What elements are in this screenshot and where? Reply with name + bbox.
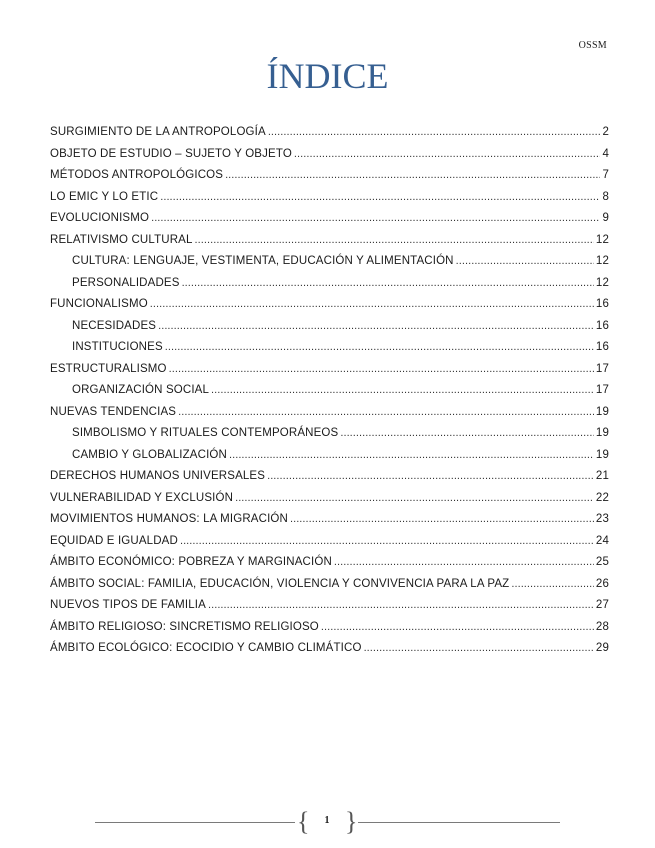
toc-entry[interactable]	[50, 122, 609, 144]
toc-entry[interactable]	[50, 165, 609, 187]
toc-entry[interactable]	[50, 574, 609, 596]
toc-entry[interactable]	[50, 531, 609, 553]
toc-entry-page-number: 7	[602, 169, 609, 181]
toc-dot-leader	[267, 466, 594, 488]
toc-entry-page-number: 16	[595, 319, 609, 332]
toc-dot-leader	[268, 122, 601, 144]
toc-dot-leader	[160, 187, 600, 209]
footer-page-number: 1	[324, 815, 330, 826]
footer-rule-left	[95, 822, 295, 823]
toc-entry-label: ESTRUCTURALISMO	[50, 362, 167, 375]
toc-entry-page-number: 4	[602, 147, 609, 160]
toc-entry-page-number: 9	[602, 212, 609, 224]
toc-entry-page-number: 29	[595, 642, 609, 654]
footer-left-brace: {	[297, 807, 310, 836]
toc-entry-page-number: 24	[595, 534, 609, 547]
page-footer	[0, 807, 655, 838]
toc-entry-page-number: 17	[595, 362, 609, 375]
footer-rule-right	[358, 822, 560, 823]
toc-entry-label: RELATIVISMO CULTURAL	[50, 233, 193, 246]
toc-entry[interactable]	[50, 466, 609, 488]
toc-entry-page-number: 12	[595, 255, 609, 267]
toc-entry[interactable]	[50, 445, 609, 467]
toc-entry[interactable]	[50, 638, 609, 660]
toc-entry-page-number: 16	[595, 298, 609, 310]
toc-entry-page-number: 19	[595, 427, 609, 439]
toc-entry-page-number: 28	[595, 620, 609, 633]
toc-dot-leader	[150, 294, 594, 316]
toc-entry-page-number: 12	[595, 276, 609, 289]
toc-entry-page-number: 27	[595, 599, 609, 611]
toc-entry-label: MÉTODOS ANTROPOLÓGICOS	[50, 169, 224, 181]
toc-entry[interactable]	[50, 595, 609, 617]
toc-entry[interactable]	[50, 617, 609, 639]
toc-entry-label: LO EMIC Y LO ETIC	[50, 190, 159, 203]
toc-entry[interactable]	[50, 144, 609, 166]
toc-entry[interactable]	[50, 230, 609, 252]
toc-entry[interactable]	[50, 273, 609, 295]
toc-dot-leader	[364, 638, 594, 660]
toc-entry[interactable]	[50, 423, 609, 445]
document-header-code: OSSM	[578, 40, 607, 51]
toc-entry-label: NUEVOS TIPOS DE FAMILIA	[50, 599, 206, 611]
toc-dot-leader	[180, 531, 594, 553]
toc-entry-label: CULTURA: LENGUAJE, VESTIMENTA, EDUCACIÓN Y ALIMENTACIÓN	[72, 255, 454, 267]
toc-entry[interactable]	[50, 488, 609, 510]
toc-entry[interactable]	[50, 337, 609, 359]
toc-entry-label: EVOLUCIONISMO	[50, 212, 150, 224]
toc-entry-label: DERECHOS HUMANOS UNIVERSALES	[50, 470, 266, 482]
toc-entry[interactable]	[50, 294, 609, 316]
toc-dot-leader	[165, 337, 594, 359]
toc-entry-page-number: 23	[595, 513, 609, 525]
toc-dot-leader	[158, 316, 594, 338]
toc-entry[interactable]	[50, 251, 609, 273]
toc-dot-leader	[511, 574, 594, 596]
toc-dot-leader	[151, 208, 600, 230]
toc-entry-label: PERSONALIDADES	[72, 276, 180, 289]
toc-dot-leader	[456, 251, 594, 273]
toc-dot-leader	[195, 230, 594, 252]
toc-entry-page-number: 17	[595, 384, 609, 396]
toc-entry[interactable]	[50, 208, 609, 230]
toc-entry-label: ÁMBITO ECONÓMICO: POBREZA Y MARGINACIÓN	[50, 556, 332, 568]
toc-entry-page-number: 16	[595, 341, 609, 353]
toc-entry-label: MOVIMIENTOS HUMANOS: LA MIGRACIÓN	[50, 513, 288, 525]
toc-entry-label: ÁMBITO ECOLÓGICO: ECOCIDIO Y CAMBIO CLIMÁTICO	[50, 642, 362, 654]
toc-entry-page-number: 2	[602, 126, 609, 138]
page-title: ÍNDICE	[266, 56, 389, 96]
toc-entry-label: INSTITUCIONES	[72, 341, 163, 353]
toc-dot-leader	[225, 165, 600, 187]
toc-dot-leader	[334, 552, 594, 574]
toc-entry[interactable]	[50, 552, 609, 574]
toc-entry-page-number: 8	[602, 190, 609, 203]
toc-entry-label: OBJETO DE ESTUDIO – SUJETO Y OBJETO	[50, 147, 292, 160]
toc-entry[interactable]	[50, 402, 609, 424]
toc-entry[interactable]	[50, 359, 609, 381]
toc-entry-label: VULNERABILIDAD Y EXCLUSIÓN	[50, 491, 234, 504]
toc-dot-leader	[182, 273, 594, 295]
toc-entry-label: NUEVAS TENDENCIAS	[50, 405, 177, 418]
toc-entry-label: NECESIDADES	[72, 319, 157, 332]
toc-entry[interactable]	[50, 509, 609, 531]
toc-entry-label: EQUIDAD E IGUALDAD	[50, 534, 178, 547]
toc-dot-leader	[229, 445, 594, 467]
table-of-contents	[50, 122, 609, 660]
toc-dot-leader	[340, 423, 594, 445]
toc-entry-page-number: 12	[595, 233, 609, 246]
footer-right-brace: }	[345, 807, 358, 836]
toc-dot-leader	[178, 402, 594, 424]
toc-entry-label: CAMBIO Y GLOBALIZACIÓN	[72, 448, 227, 461]
toc-entry-label: FUNCIONALISMO	[50, 298, 148, 310]
toc-entry-page-number: 26	[595, 577, 609, 590]
toc-entry[interactable]	[50, 380, 609, 402]
toc-entry-label: ORGANIZACIÓN SOCIAL	[72, 384, 210, 396]
toc-entry-label: SIMBOLISMO Y RITUALES CONTEMPORÁNEOS	[72, 427, 339, 439]
toc-dot-leader	[290, 509, 594, 531]
toc-entry-page-number: 19	[595, 448, 609, 461]
toc-entry-label: ÁMBITO SOCIAL: FAMILIA, EDUCACIÓN, VIOLENCIA Y CONVIVENCIA PARA LA PAZ	[50, 577, 510, 590]
toc-entry-page-number: 19	[595, 405, 609, 418]
toc-entry-label: SURGIMIENTO DE LA ANTROPOLOGÍA	[50, 126, 266, 138]
toc-dot-leader	[208, 595, 594, 617]
toc-dot-leader	[294, 144, 601, 166]
toc-dot-leader	[211, 380, 594, 402]
toc-entry-page-number: 21	[595, 470, 609, 482]
toc-dot-leader	[321, 617, 594, 639]
toc-entry[interactable]	[50, 316, 609, 338]
toc-dot-leader	[169, 359, 594, 381]
toc-entry[interactable]	[50, 187, 609, 209]
toc-entry-page-number: 25	[595, 556, 609, 568]
toc-entry-page-number: 22	[595, 491, 609, 504]
toc-dot-leader	[235, 488, 594, 510]
toc-entry-label: ÁMBITO RELIGIOSO: SINCRETISMO RELIGIOSO	[50, 620, 319, 633]
